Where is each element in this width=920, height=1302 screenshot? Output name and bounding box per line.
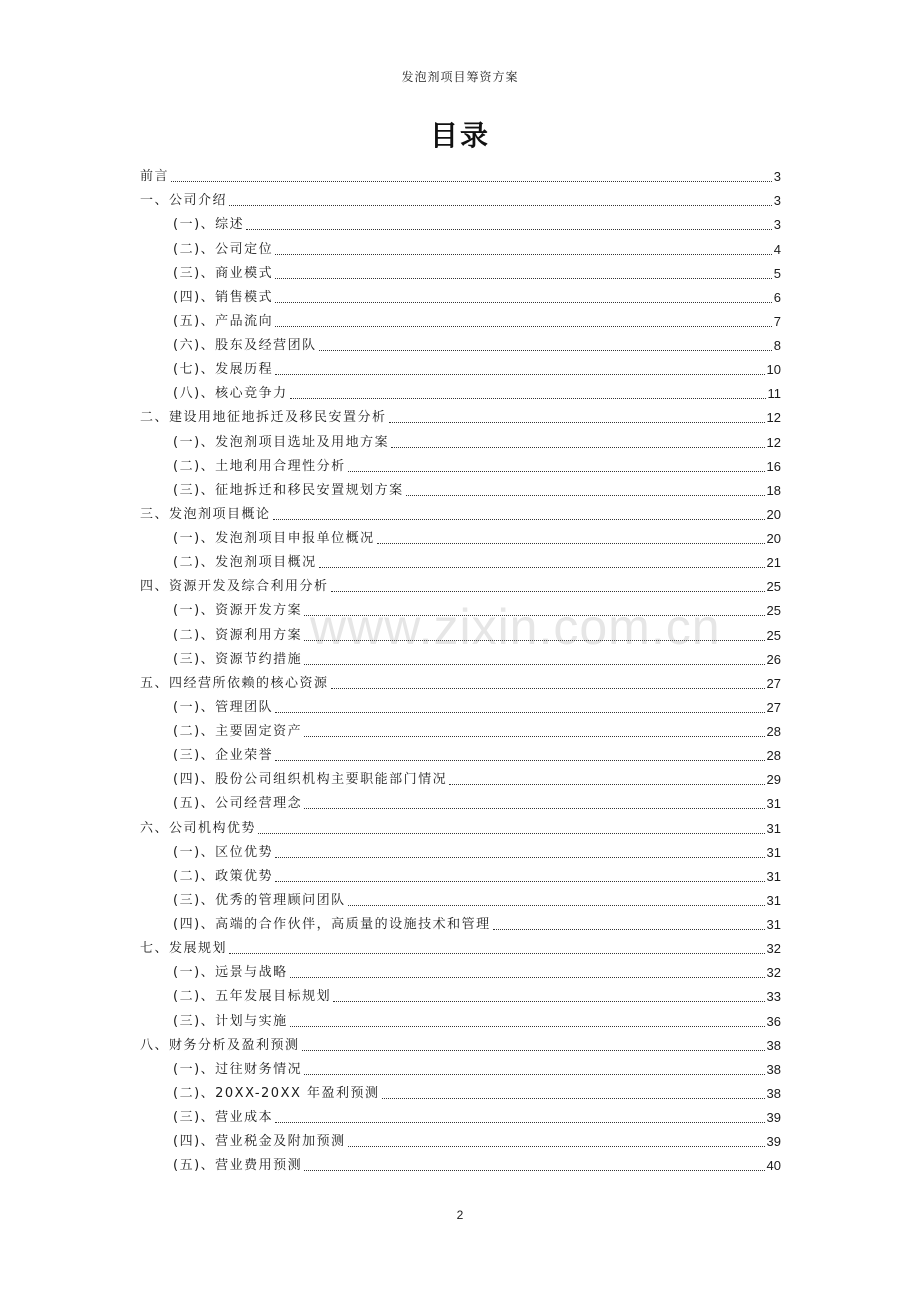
toc-entry-label: (一)、发泡剂项目申报单位概况 [173, 531, 375, 546]
page-number: 2 [456, 1208, 464, 1222]
toc-entry[interactable] [140, 1079, 781, 1103]
toc-entry[interactable] [140, 1006, 781, 1030]
toc-entry-page: 40 [766, 1158, 781, 1174]
toc-leader-dots [275, 254, 772, 255]
toc-entry-page: 10 [766, 362, 781, 378]
toc-leader-dots [391, 447, 764, 448]
toc-entry-page: 3 [773, 169, 781, 185]
toc-entry-label: 六、公司机构优势 [140, 820, 257, 836]
toc-entry-page: 31 [766, 917, 781, 932]
page-header: 发泡剂项目筹资方案 [401, 70, 519, 84]
toc-entry-page: 31 [766, 892, 781, 908]
toc-entry[interactable] [140, 572, 781, 596]
toc-entry-label: (二)、公司定位 [173, 241, 274, 257]
toc-entry-label: (二)、政策优势 [173, 868, 274, 884]
toc-entry-label: (二)、土地利用合理性分析 [173, 458, 346, 474]
toc-entry[interactable] [140, 693, 781, 717]
toc-entry-label: (三)、资源节约措施 [173, 651, 303, 667]
toc-leader-dots [275, 881, 764, 882]
toc-entry-page: 25 [766, 579, 781, 595]
toc-entry-page: 32 [766, 941, 781, 957]
toc-leader-dots [331, 688, 765, 689]
toc-leader-dots [258, 833, 765, 834]
toc-entry-page: 38 [766, 1085, 781, 1101]
toc-entry-label: (五)、公司经营理念 [173, 796, 303, 812]
toc-entry-page: 31 [766, 820, 781, 836]
toc-leader-dots [275, 326, 772, 327]
toc-leader-dots [304, 736, 764, 737]
toc-leader-dots [229, 205, 772, 206]
toc-entry-label: (三)、商业模式 [173, 265, 274, 281]
toc-entry[interactable] [140, 427, 781, 451]
toc-entry-page: 12 [766, 434, 781, 450]
toc-entry-label: 三、发泡剂项目概论 [140, 506, 271, 522]
toc-leader-dots [246, 229, 772, 230]
toc-entry[interactable] [140, 210, 781, 234]
toc-entry-page: 25 [766, 603, 781, 619]
toc-entry[interactable] [140, 982, 781, 1006]
watermark: www.zixin.com.cn [310, 599, 721, 655]
toc-leader-dots [304, 615, 764, 616]
toc-entry-page: 12 [766, 410, 781, 426]
toc-entry-label: (一)、综述 [173, 217, 245, 233]
toc-entry-page: 20 [766, 506, 781, 522]
toc-entry[interactable] [140, 162, 781, 186]
toc-entry-label: (二)、五年发展目标规划 [173, 989, 332, 1005]
toc-entry[interactable] [140, 838, 781, 862]
toc-leader-dots [229, 953, 765, 954]
toc-entry-page: 38 [766, 1061, 781, 1077]
toc-entry[interactable] [140, 1151, 781, 1175]
toc-entry-label: (三)、营业成本 [173, 1110, 274, 1125]
toc-entry-label: (三)、征地拆迁和移民安置规划方案 [173, 482, 404, 498]
toc-entry-label: 五、四经营所依赖的核心资源 [140, 675, 329, 691]
toc-leader-dots [302, 1050, 765, 1051]
toc-leader-dots [275, 712, 764, 713]
toc-entry-label: 八、财务分析及盈利预测 [140, 1037, 300, 1053]
toc-entry[interactable] [140, 403, 781, 427]
toc-entry-page: 7 [773, 313, 781, 329]
toc-leader-dots [348, 1146, 765, 1147]
toc-entry[interactable] [140, 500, 781, 524]
toc-entry-page: 11 [767, 386, 781, 402]
toc-entry-label: (二)、20XX-20XX 年盈利预测 [173, 1085, 380, 1101]
toc-entry-label: (一)、管理团队 [173, 699, 274, 715]
toc-entry-page: 31 [766, 868, 781, 884]
toc-entry[interactable] [140, 259, 781, 283]
toc-entry-page: 6 [773, 289, 781, 305]
toc-entry[interactable] [140, 1031, 781, 1055]
toc-leader-dots [304, 664, 764, 665]
toc-entry[interactable] [140, 596, 781, 620]
toc-entry[interactable] [140, 717, 781, 741]
toc-entry-label: (四)、股份公司组织机构主要职能部门情况 [173, 772, 448, 788]
page-title: 目录 [429, 119, 490, 152]
toc-entry-page: 3 [773, 217, 781, 233]
toc-entry[interactable] [140, 813, 781, 837]
toc-leader-dots [275, 302, 772, 303]
toc-entry[interactable] [140, 1103, 781, 1127]
toc-entry[interactable] [140, 452, 781, 476]
toc-entry[interactable] [140, 886, 781, 910]
toc-leader-dots [171, 181, 772, 182]
toc-entry-page: 4 [773, 241, 781, 257]
toc-entry-label: (一)、区位优势 [173, 844, 274, 860]
toc-entry-label: 前言 [140, 169, 170, 185]
toc-entry-page: 28 [766, 748, 781, 764]
toc-entry-page: 36 [766, 1013, 781, 1029]
toc-leader-dots [389, 422, 765, 423]
toc-entry[interactable] [140, 283, 781, 307]
toc-leader-dots [377, 543, 765, 544]
toc-entry-page: 32 [766, 965, 781, 981]
toc-entry[interactable] [140, 910, 781, 934]
toc-entry[interactable] [140, 524, 781, 548]
toc-leader-dots [290, 977, 765, 978]
toc-entry-label: (二)、发泡剂项目概况 [173, 555, 317, 571]
toc-leader-dots [348, 905, 765, 906]
toc-entry-label: (一)、发泡剂项目选址及用地方案 [173, 434, 390, 450]
toc-leader-dots [304, 1170, 764, 1171]
toc-entry-page: 8 [773, 338, 781, 353]
toc-entry-page: 27 [766, 699, 781, 715]
toc-entry-page: 20 [766, 531, 781, 546]
toc-entry-page: 5 [773, 265, 781, 281]
toc-entry-page: 21 [766, 555, 781, 571]
toc-entry[interactable] [140, 331, 781, 355]
toc-leader-dots [273, 519, 765, 520]
toc-entry[interactable] [140, 789, 781, 813]
toc-entry[interactable] [140, 934, 781, 958]
toc-leader-dots [290, 1026, 765, 1027]
toc-entry-page: 39 [766, 1110, 781, 1125]
toc-entry-label: (五)、产品流向 [173, 313, 274, 329]
toc-leader-dots [331, 591, 765, 592]
toc-entry[interactable] [140, 958, 781, 982]
toc-leader-dots [304, 1074, 764, 1075]
toc-entry-label: (一)、远景与战略 [173, 965, 288, 981]
table-of-contents [140, 162, 781, 1175]
toc-entry[interactable] [140, 862, 781, 886]
toc-entry-label: 二、建设用地征地拆迁及移民安置分析 [140, 410, 387, 426]
toc-entry-label: (三)、优秀的管理顾问团队 [173, 892, 346, 908]
toc-entry[interactable] [140, 1127, 781, 1151]
toc-entry-page: 25 [766, 627, 781, 643]
toc-entry[interactable] [140, 620, 781, 644]
toc-leader-dots [275, 374, 764, 375]
toc-entry[interactable] [140, 1055, 781, 1079]
toc-leader-dots [449, 784, 764, 785]
toc-entry-page: 39 [766, 1134, 781, 1150]
toc-entry-label: (三)、企业荣誉 [173, 748, 274, 764]
toc-entry-page: 27 [766, 675, 781, 691]
toc-leader-dots [304, 640, 764, 641]
toc-entry[interactable] [140, 234, 781, 258]
toc-entry-page: 28 [766, 724, 781, 739]
toc-entry-label: (二)、资源利用方案 [173, 627, 303, 643]
toc-entry-label: (二)、主要固定资产 [173, 724, 303, 739]
toc-entry-label: (三)、计划与实施 [173, 1013, 288, 1029]
toc-leader-dots [304, 808, 764, 809]
toc-leader-dots [275, 857, 764, 858]
toc-entry-label: (六)、股东及经营团队 [173, 338, 317, 353]
toc-entry-page: 31 [766, 844, 781, 860]
toc-entry-label: 一、公司介绍 [140, 193, 228, 209]
toc-leader-dots [333, 1001, 764, 1002]
toc-entry-page: 31 [766, 796, 781, 812]
toc-entry[interactable] [140, 476, 781, 500]
toc-leader-dots [319, 350, 772, 351]
toc-leader-dots [275, 1122, 764, 1123]
toc-entry-label: (四)、销售模式 [173, 289, 274, 305]
toc-entry[interactable] [140, 645, 781, 669]
toc-entry-page: 29 [766, 772, 781, 788]
toc-entry[interactable] [140, 548, 781, 572]
toc-entry[interactable] [140, 669, 781, 693]
toc-entry-label: (五)、营业费用预测 [173, 1158, 303, 1174]
toc-leader-dots [319, 567, 765, 568]
toc-entry-page: 3 [773, 193, 781, 209]
toc-leader-dots [382, 1098, 765, 1099]
toc-entry-label: 四、资源开发及综合利用分析 [140, 579, 329, 595]
toc-entry-label: 七、发展规划 [140, 941, 228, 957]
toc-entry-label: (四)、高端的合作伙伴，高质量的设施技术和管理 [173, 917, 491, 932]
toc-entry-page: 33 [766, 989, 781, 1005]
toc-leader-dots [406, 495, 765, 496]
toc-entry[interactable] [140, 379, 781, 403]
toc-entry-page: 26 [766, 651, 781, 667]
toc-leader-dots [493, 929, 765, 930]
toc-entry[interactable] [140, 765, 781, 789]
toc-entry-label: (四)、营业税金及附加预测 [173, 1134, 346, 1150]
toc-entry-page: 16 [766, 458, 781, 474]
toc-entry-label: (八)、核心竞争力 [173, 386, 288, 402]
toc-leader-dots [348, 471, 765, 472]
toc-entry[interactable] [140, 741, 781, 765]
toc-entry[interactable] [140, 186, 781, 210]
toc-entry-page: 38 [766, 1037, 781, 1053]
toc-entry[interactable] [140, 307, 781, 331]
toc-leader-dots [290, 398, 766, 399]
toc-leader-dots [275, 278, 772, 279]
toc-entry-label: (七)、发展历程 [173, 362, 274, 378]
toc-entry-page: 18 [766, 482, 781, 498]
toc-entry-label: (一)、资源开发方案 [173, 603, 303, 619]
toc-entry[interactable] [140, 355, 781, 379]
toc-entry-label: (一)、过往财务情况 [173, 1061, 303, 1077]
toc-leader-dots [275, 760, 764, 761]
